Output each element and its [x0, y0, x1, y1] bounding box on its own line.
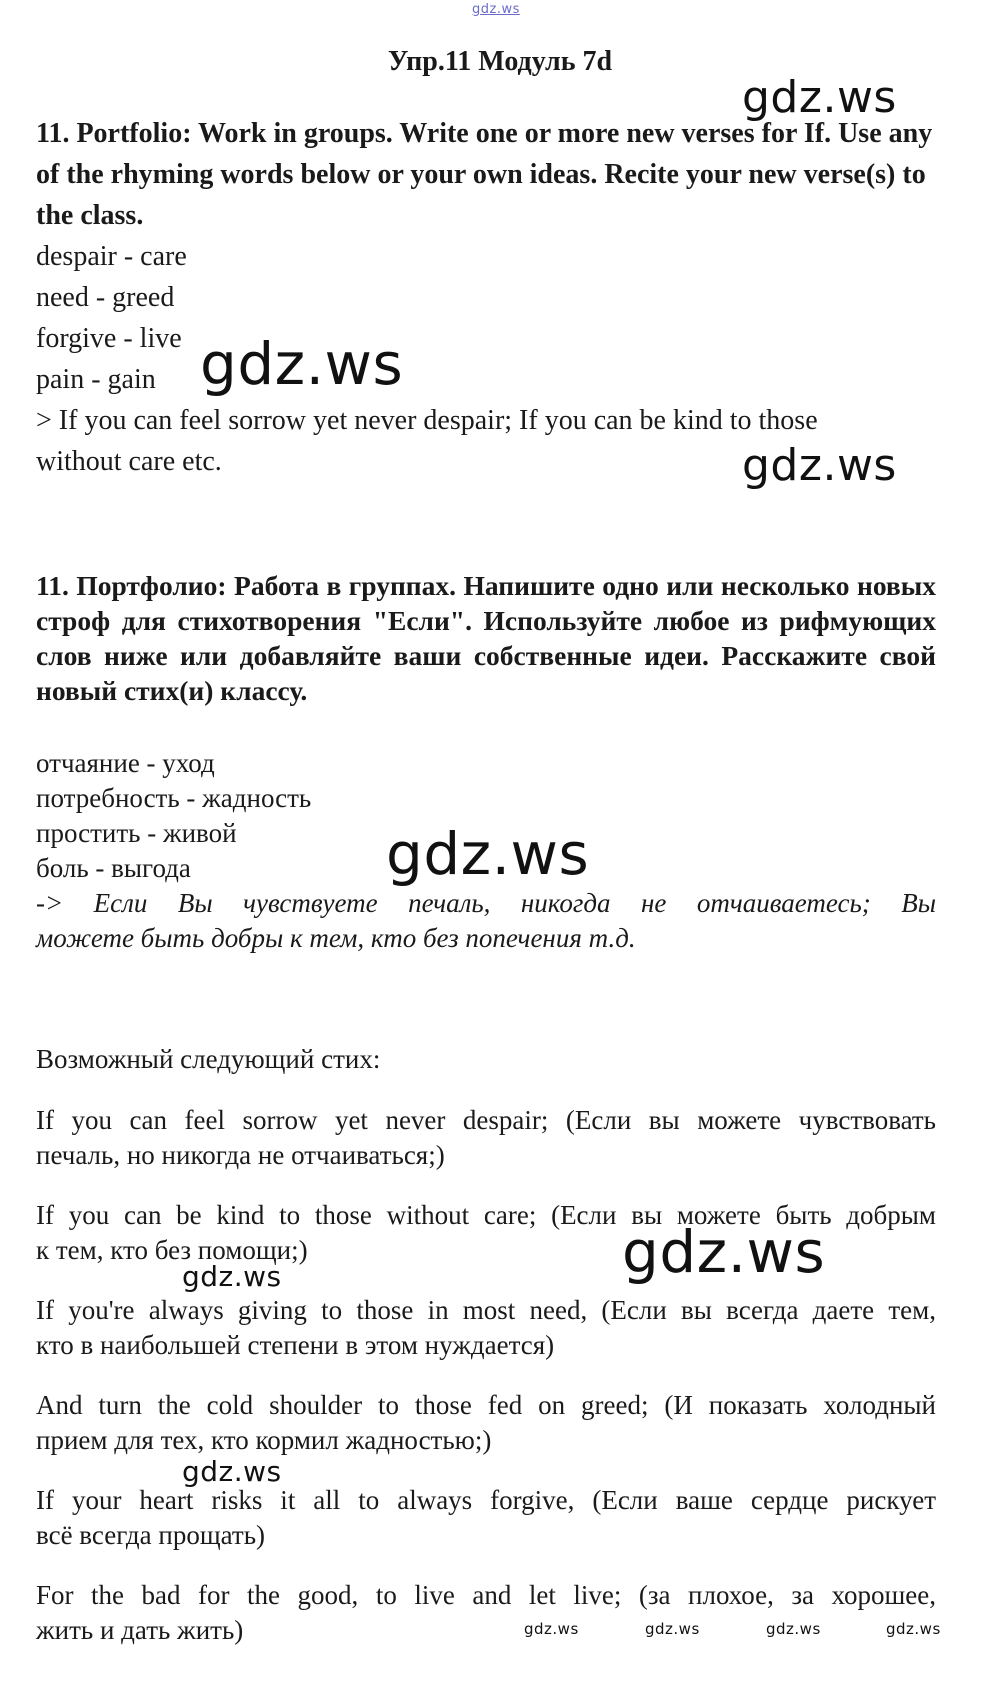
watermark: gdz.ws — [182, 1455, 282, 1488]
poem-line-pair — [36, 1388, 936, 1458]
poem-translation: жить и дать жить) — [36, 1615, 244, 1645]
ru-example-line: -> Если Вы чувствуете печаль, никогда не отчаиваетесь; Вы — [36, 888, 936, 918]
watermark: gdz.ws — [524, 1620, 579, 1638]
ru-task-heading: 11. Портфолио: Работа в группах. Напишите одно или несколько новых строф для стихотворения "Если". Используйте любое из рифмующих слов ниже или добавляйте ваши собственные идеи. Расскажите свой новый стих(и) классу. — [36, 570, 936, 706]
en-rhyme-pair: despair - care — [36, 241, 187, 272]
top-watermark-link[interactable]: gdz.ws — [472, 2, 520, 17]
watermark: gdz.ws — [645, 1620, 700, 1638]
en-example-line: > If you can feel sorrow yet never despair; If you can be kind to those — [36, 405, 818, 436]
poem-line: And turn the cold shoulder to those fed on greed; (И показать холодный — [36, 1390, 936, 1420]
poem-translation: к тем, кто без помощи;) — [36, 1235, 308, 1265]
en-task-heading: 11. Portfolio: Work in groups. Write one or more new verses for If. Use any of the rhyming words below or your own ideas. Recite your new verse(s) to the class. — [36, 118, 933, 231]
poem-line: If your heart risks it all to always forgive, (Если ваше сердце рискует — [36, 1485, 936, 1515]
en-rhyme-pair: forgive - live — [36, 323, 182, 354]
poem-translation: кто в наибольшей степени в этом нуждается) — [36, 1330, 555, 1360]
poem-line-pair — [36, 1483, 936, 1553]
watermark: gdz.ws — [200, 330, 404, 398]
watermark: gdz.ws — [386, 820, 590, 888]
ru-example — [36, 886, 936, 956]
poem-line: For the bad for the good, to live and let live; (за плохое, за хорошее, — [36, 1580, 936, 1610]
ru-rhyme-pair: отчаяние - уход — [36, 748, 215, 778]
poem-translation: печаль, но никогда не отчаиваться;) — [36, 1140, 445, 1170]
watermark: gdz.ws — [182, 1260, 282, 1293]
page-title: Упр.11 Модуль 7d — [387, 46, 613, 77]
watermark: gdz.ws — [886, 1620, 941, 1638]
watermark: gdz.ws — [742, 72, 897, 123]
poem-line: If you're always giving to those in most need, (Если вы всегда даете тем, — [36, 1295, 936, 1325]
poem-line: If you can be kind to those without care; (Если вы можете быть добрым — [36, 1200, 936, 1230]
poem-translation: прием для тех, кто кормил жадностью;) — [36, 1425, 492, 1455]
poem-translation: всё всегда прощать) — [36, 1520, 266, 1550]
ru-rhyme-pair: простить - живой — [36, 818, 237, 848]
poem-line-pair — [36, 1293, 936, 1363]
poem-line: If you can feel sorrow yet never despair; (Если вы можете чувствовать — [36, 1105, 936, 1135]
watermark: gdz.ws — [622, 1218, 826, 1286]
poem-intro: Возможный следующий стих: — [36, 1044, 381, 1074]
ru-rhyme-pair: боль - выгода — [36, 853, 191, 883]
ru-rhyme-pair: потребность - жадность — [36, 783, 312, 813]
en-rhyme-pair: need - greed — [36, 282, 175, 313]
en-rhyme-pair: pain - gain — [36, 364, 156, 395]
poem-line-pair — [36, 1103, 936, 1173]
en-example-line: without care etc. — [36, 446, 222, 477]
ru-example-line: можете быть добры к тем, кто без попечения т.д. — [36, 923, 636, 953]
watermark: gdz.ws — [766, 1620, 821, 1638]
watermark: gdz.ws — [742, 440, 897, 491]
